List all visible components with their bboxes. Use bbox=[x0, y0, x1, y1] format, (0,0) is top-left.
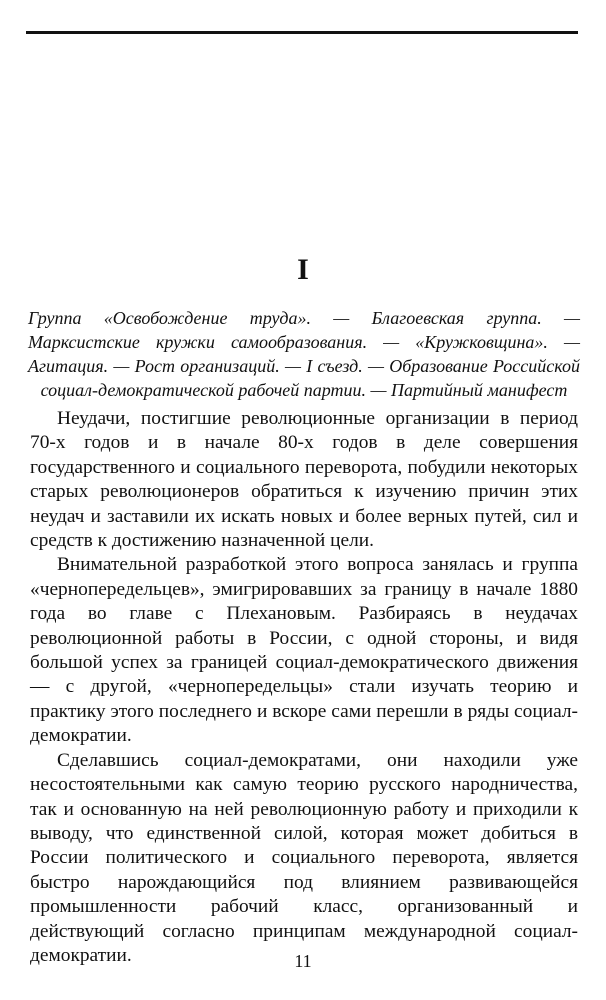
chapter-number: I bbox=[297, 253, 309, 286]
top-rule bbox=[26, 31, 578, 34]
paragraph-2: Внимательной разработкой этого вопроса занялась и группа «чернопередельцев», эмигрировавших за границу в начале 1880 года во главе с Плехановым. Разбираясь в неудачах революционной работы в России, с одной стороны, и видя большой успех за границей социал-демократического движения — с другой, «чернопередельцы» стали изучать теорию и практику этого последнего и вскоре сами перешли в ряды социал-демократии. bbox=[30, 554, 578, 747]
body-text bbox=[30, 407, 578, 968]
chapter-summary: Группа «Освобождение труда». — Благоевская группа. — Марксистские кружки самообразования. — «Кружковщина». — Агитация. — Рост организаций. — I съезд. — Образование Российской социал-демократической рабочей партии. — Партийный манифест bbox=[28, 308, 580, 400]
page-number: 11 bbox=[294, 951, 312, 971]
paragraph-3: Сделавшись социал-демократами, они находили уже несостоятельными как самую теорию русского народничества, так и основанную на ней революционную работу и приходили к выводу, что единственной силой, которая может добиться в России политического и социального переворота, является быстро нарождающийся под влиянием развивающейся промышленности рабочий класс, организованный и действующий согласно принципам международной социал-демократии. bbox=[30, 749, 578, 966]
paragraph-1: Неудачи, постигшие революционные организации в период 70-х годов и в начале 80-х годов в деле совершения государственного и социального переворота, побудили некоторых старых революционеров обратиться к изучению причин этих неудач и заставили их искать новых и более верных путей, сил и средств к достижению назначенной цели. bbox=[30, 408, 578, 552]
